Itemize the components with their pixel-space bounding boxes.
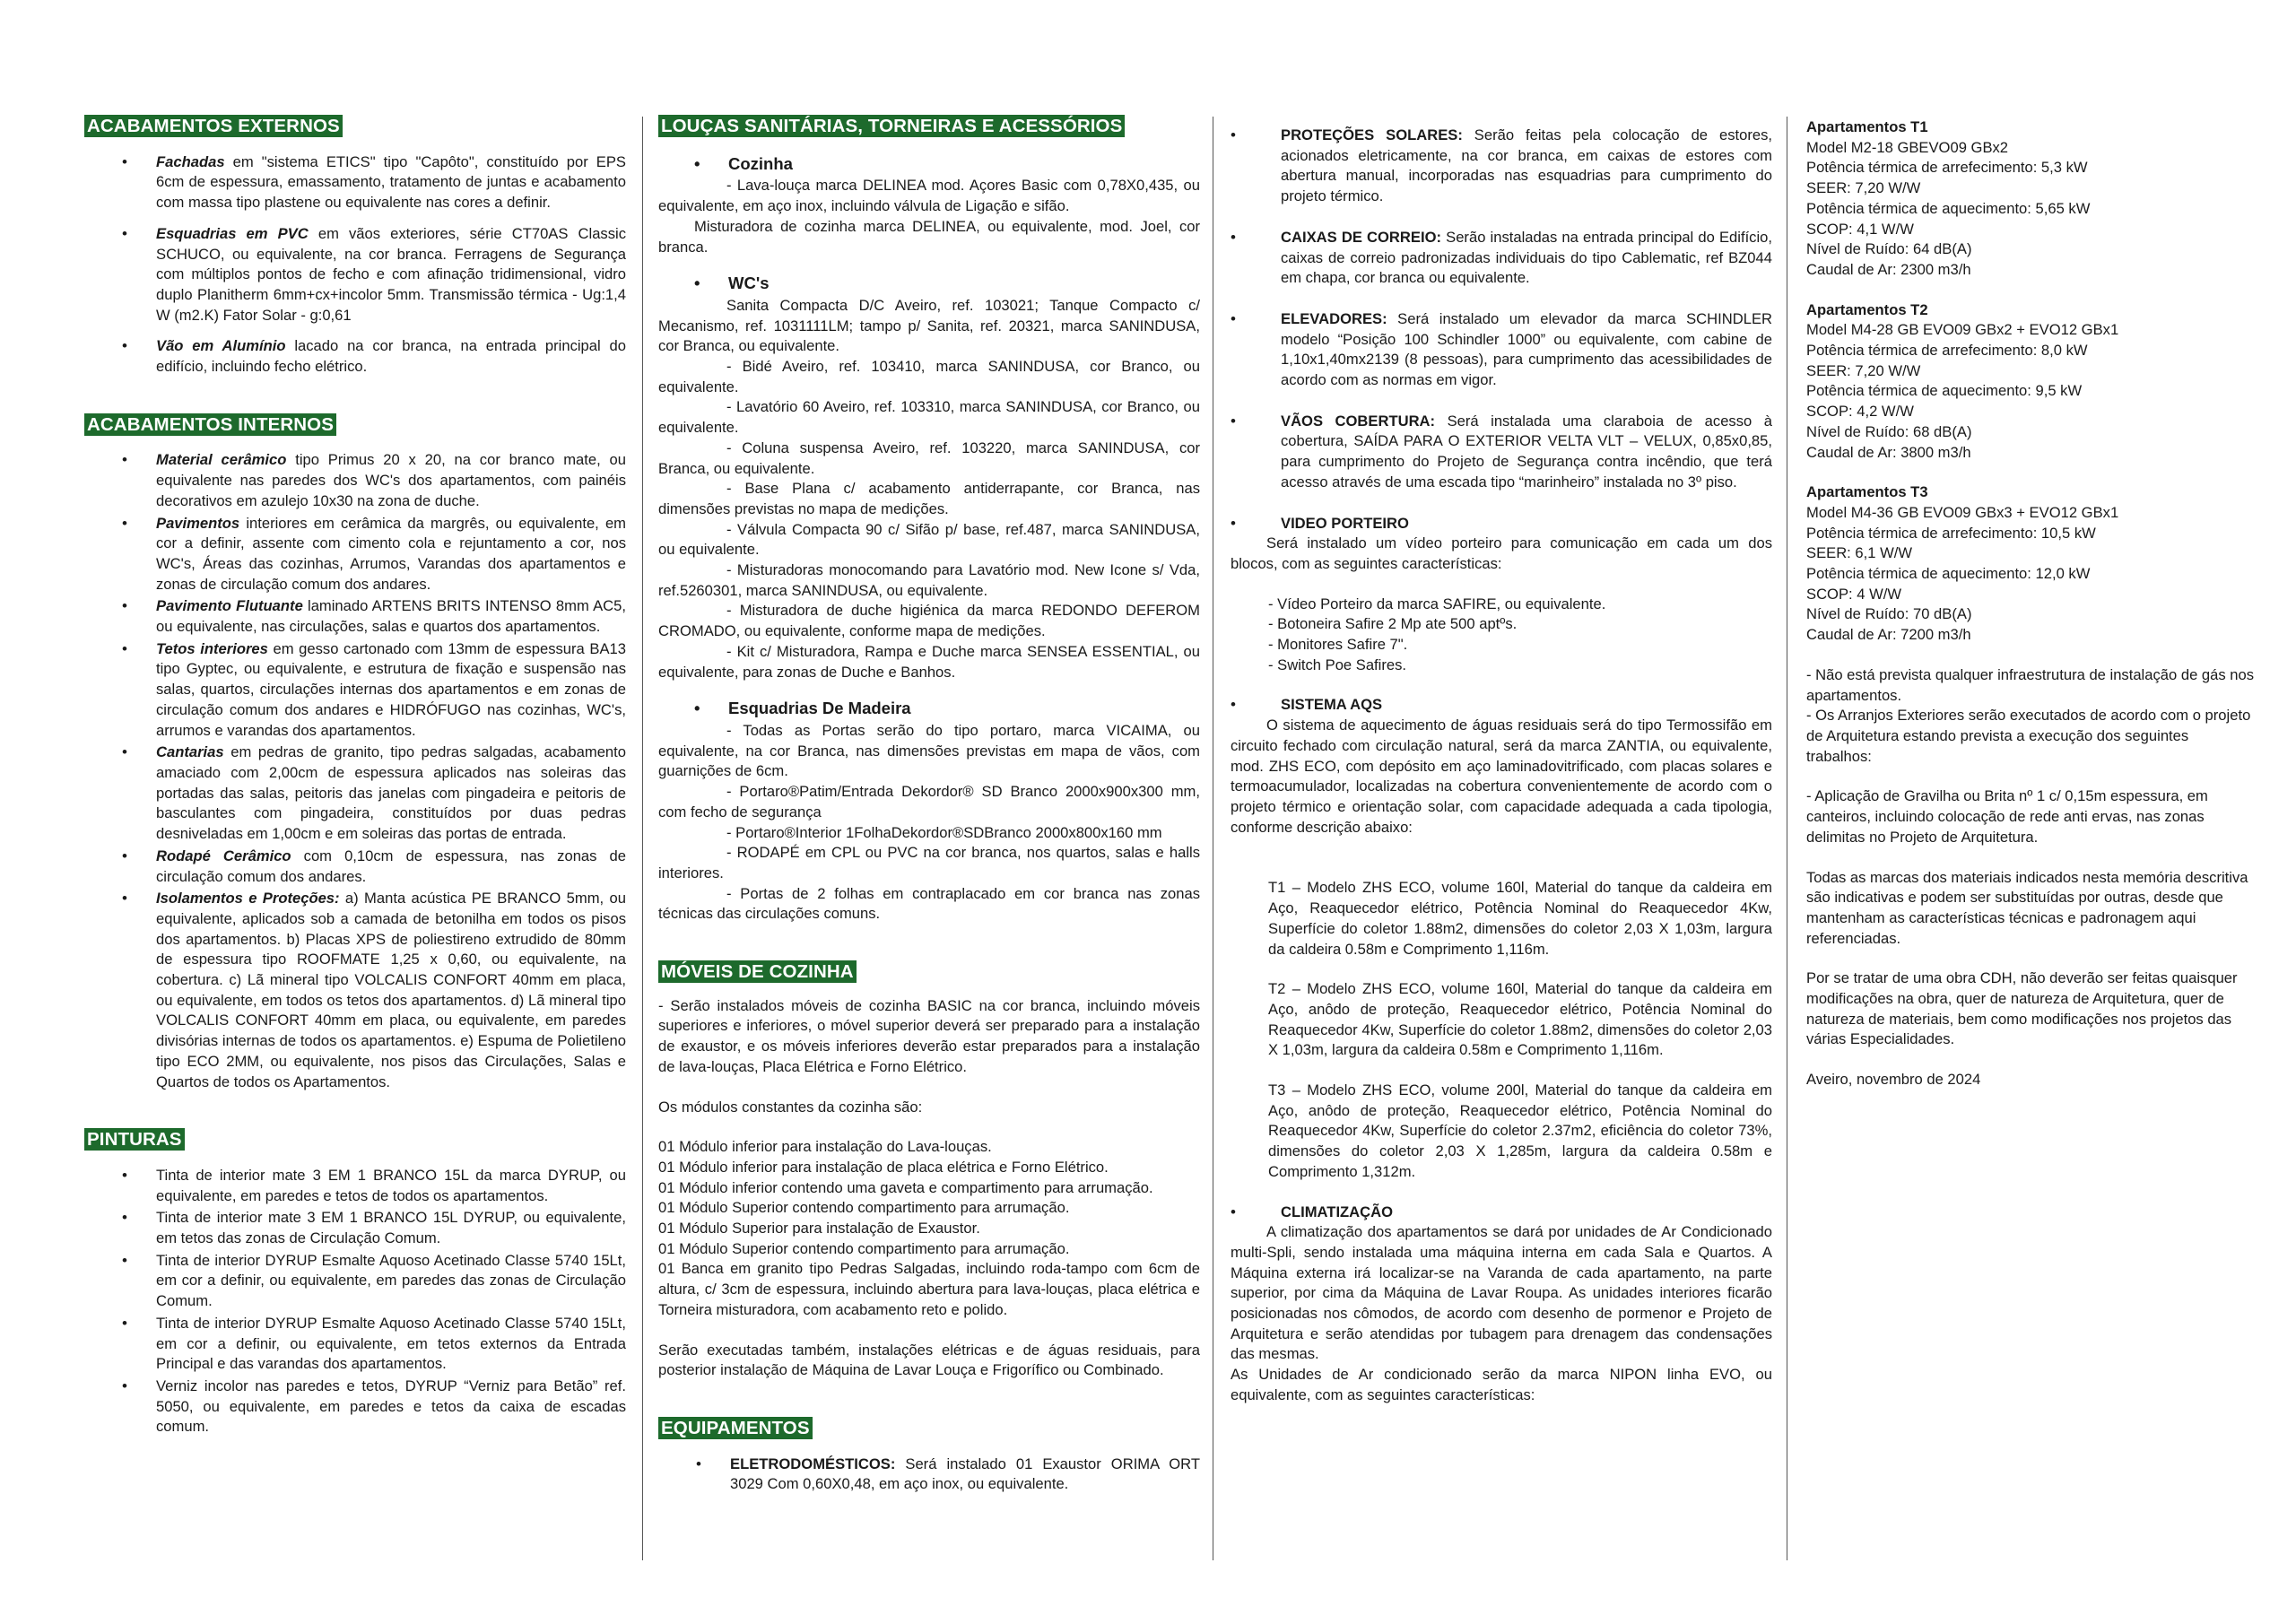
item-text: interiores em cerâmica da margrês, ou equivalente, em cor a definir, assente com cimento cola e rejuntamento a cor, nos WC's, Áreas das cozinhas, Arrumos, Varandas dos apartamentos e zonas de circulação comum dos andares. xyxy=(156,514,626,593)
spec-block-t2 xyxy=(1806,300,2255,464)
bullet-list xyxy=(84,1166,626,1437)
spec-line: SCOP: 4,1 W/W xyxy=(1806,220,1914,238)
spec-line: Nível de Ruído: 64 dB(A) xyxy=(1806,240,1972,258)
item-text: tipo Primus 20 x 20, na cor branco mate, ou equivalente nas paredes dos WC's dos apartamentos, com painéis decorativos em azulejo 10x30 na zona de duche. xyxy=(156,451,626,509)
paragraph: - RODAPÉ em CPL ou PVC na cor branca, nos quartos, salas e halls interiores. xyxy=(658,844,1200,881)
item-term: Rodapé Cerâmico xyxy=(156,847,291,864)
bullet-list xyxy=(84,450,626,1092)
spec-line: Nível de Ruído: 70 dB(A) xyxy=(1806,605,1972,623)
spec-line: SEER: 7,20 W/W xyxy=(1806,361,1921,379)
bullet-list xyxy=(1231,695,1772,716)
item-text: Será instalado um elevador da marca SCHINDLER modelo “Posição 100 Schindler 1000” ou equivalente, com cabine de 1,10x1,40mx2139 (8 pessoas), para cumprimento das acessibilidades de acordo com as normas em vigor. xyxy=(1281,309,1772,389)
column-3 xyxy=(1231,115,1772,1406)
spec-block-t1 xyxy=(1806,117,2255,281)
list-item xyxy=(84,639,626,742)
item-term: • VIDEO PORTEIRO xyxy=(1281,514,1409,532)
paragraph: - Lava-louça marca DELINEA mod. Açores Basic com 0,78X0,435, ou equivalente, em aço inox, incluindo válvula de Ligação e sifão. xyxy=(658,177,1200,215)
list-item xyxy=(84,336,626,377)
list-item: • Tinta de interior mate 3 EM 1 BRANCO 15L DYRUP, ou equivalente, em tetos das zonas de Circulação Comum. xyxy=(84,1208,626,1248)
column-4 xyxy=(1806,117,2255,1090)
item-term: Tetos interiores xyxy=(156,639,268,657)
item-text: Serão instaladas na entrada principal do Edifício, caixas de correio padronizadas individuais do tipo Cablematic, ref BZ044 em chapa, cor branca ou equivalente. xyxy=(1281,228,1772,287)
list-item-climatizacao xyxy=(1231,1203,1772,1223)
paragraph: - Portaro®Patim/Entrada Dekordor® SD Branco 2000x900x300 mm, com fecho de segurança xyxy=(658,783,1200,821)
item-term: • CLIMATIZAÇÃO xyxy=(1281,1203,1394,1220)
document-date: Aveiro, novembro de 2024 xyxy=(1806,1071,1981,1089)
paragraph-t1: T1 – Modelo ZHS ECO, volume 160l, Material do tanque da caldeira em Aço, Reaquecedor elétrico, Potência Nominal do Reaquecedor 4Kw, Superfície do coletor 1.88m2, dimensões do coletor 2,03 X 1,03m, largura da caldeira 0.58m e Comprimento 1,116m. xyxy=(1268,879,1772,958)
paragraph: - Serão instalados móveis de cozinha BASIC na cor branca, incluindo móveis superiores e inferiores, o móvel superior deverá ser preparado para a instalação de exaustor, e os móveis inferiores deverão estar preparados para a instalação de lava-louças, Placa Elétrica e Forno Elétrico. xyxy=(658,996,1200,1075)
list-item xyxy=(84,743,626,845)
paragraph: Será instalado um vídeo porteiro para comunicação em cada um dos blocos, com as seguintes características: xyxy=(1231,534,1772,572)
item-term: Pavimento Flutuante xyxy=(156,597,303,615)
bullet-list xyxy=(658,1455,1200,1495)
paragraph: - Lavatório 60 Aveiro, ref. 103310, marca SANINDUSA, cor Branco, ou equivalente. xyxy=(658,398,1200,437)
module-line: 01 Módulo inferior contendo uma gaveta e compartimento para arrumação. xyxy=(658,1178,1153,1196)
section-loucas-sanitarias xyxy=(658,115,1200,925)
item-text: a) Manta acústica PE BRANCO 5mm, ou equivalente, aplicados sob a camada de betonilha em todos os pisos dos apartamentos. b) Placas XPS de poliestireno extrudido de 80mm de espessura tipo ROOFMATE 1,25 x 0,60, ou equivalente, na cobertura. c) Lã mineral tipo VOLCALIS CONFORT 40mm em placa, ou equivalente, em todos os tetos dos apartamentos. d) Lã mineral tipo VOLCALIS CONFORT 40mm em placa, ou equivalente, em paredes divisórias internas de todos os apartamentos. e) Espuma de Polietileno tipo ECO 2MM, ou equivalente, nos pisos das Circulações, Salas e Quartos de todos os Apartamentos. xyxy=(156,890,626,1090)
paragraph: - Portas de 2 folhas em contraplacado em cor branca nas zonas técnicas das circulações comuns. xyxy=(658,884,1200,923)
module-line: 01 Módulo Superior contendo compartimento para arrumação. xyxy=(658,1239,1070,1257)
note: Todas as marcas dos materiais indicados nesta memória descritiva são indicativas e podem ser substituídas por outras, desde que mantenham as características técnicas e padronagem aqui referenciadas. xyxy=(1806,868,2248,947)
paragraph: - Portaro®Interior 1FolhaDekordor®SDBranco 2000x800x160 mm xyxy=(726,823,1162,841)
column-divider-1 xyxy=(642,117,643,1560)
spec-line: - Monitores Safire 7". xyxy=(1268,636,1408,654)
item-term: • SISTEMA AQS xyxy=(1281,696,1383,714)
item-text: em "sistema ETICS" tipo "Capôto", constituído por EPS 6cm de espessura, emassamento, tratamento de juntas e acabamento com massa tipo plastene ou equivalente nas cores a definir. xyxy=(156,152,626,212)
subsection-title: • WC's xyxy=(658,274,1200,294)
spec-line: Potência térmica de aquecimento: 9,5 kW xyxy=(1806,382,2083,400)
list-item xyxy=(84,514,626,595)
section-heading: LOUÇAS SANITÁRIAS, TORNEIRAS E ACESSÓRIOS xyxy=(658,115,1125,137)
section-acabamentos-externos xyxy=(84,115,626,378)
list-item xyxy=(1231,412,1772,493)
spec-line: - Botoneira Safire 2 Mp ate 500 aptºs. xyxy=(1268,615,1518,633)
list-item xyxy=(84,152,626,213)
list-item: • Tinta de interior DYRUP Esmalte Aquoso Acetinado Classe 5740 15Lt, em cor a definir, ou equivalente, em tetos externos da Entrada Principal e das varandas dos apartamentos. xyxy=(84,1314,626,1375)
list-item xyxy=(1231,228,1772,289)
list-item xyxy=(84,224,626,326)
list-item: • Verniz incolor nas paredes e tetos, DYRUP “Verniz para Betão” ref. 5050, ou equivalente, em paredes e tetos da caixa de escadas comum. xyxy=(84,1376,626,1437)
item-term: Pavimentos xyxy=(156,514,240,532)
block-title: Apartamentos T1 xyxy=(1806,118,1928,135)
item-text: Será instalada uma claraboia de acesso à cobertura, SAÍDA PARA O EXTERIOR VELTA VLT – VELUX, 0,85x0,85, para cumprimento do Projeto de Segurança contra incêndio, que terá acesso através de uma escada tipo “marinheiro” instalada no 3º piso. xyxy=(1281,412,1772,491)
item-text: Serão feitas pela colocação de estores, acionados eletricamente, na cor branca, em caixas de estores com abertura manual, incorporadas nas esquadrias para cumprimento do projeto térmico. xyxy=(1281,126,1772,205)
list-item: • Tinta de interior mate 3 EM 1 BRANCO 15L da marca DYRUP, ou equivalente, em paredes e tetos de todos os apartamentos. xyxy=(84,1166,626,1206)
list-item-video-porteiro xyxy=(1231,514,1772,534)
item-term: Cantarias xyxy=(156,743,224,761)
item-text: Será instalado 01 Exaustor ORIMA ORT 3029 Com 0,60X0,48, em aço inox, ou equivalente. xyxy=(730,1455,1200,1493)
list-item xyxy=(84,450,626,511)
item-term: ELETRODOMÉSTICOS: xyxy=(730,1455,896,1472)
item-term: Isolamentos e Proteções: xyxy=(156,890,340,908)
paragraph: - Misturadoras monocomando para Lavatório mod. New Icone s/ Vda, ref.5260301, marca SANINDUSA, ou equivalente. xyxy=(658,561,1200,599)
spec-line: Caudal de Ar: 7200 m3/h xyxy=(1806,626,1971,644)
bullet-list xyxy=(84,152,626,378)
module-line: 01 Módulo Superior para instalação de Exaustor. xyxy=(658,1220,980,1238)
spec-line: Model M4-36 GB EVO09 GBx3 + EVO12 GBx1 xyxy=(1806,503,2119,521)
item-text: em gesso cartonado com 13mm de espessura BA13 tipo Gyptec, ou equivalente, e estrutura de fixação e suspensão nas salas, quartos, circulações internas dos apartamentos e em zonas de circulação comum dos andares e HIDRÓFUGO nas cozinhas, WC's, arrumos e varandas dos apartamentos. xyxy=(156,639,626,739)
module-line: 01 Módulo Superior contendo compartimento para arrumação. xyxy=(658,1199,1070,1217)
list-item xyxy=(84,596,626,637)
item-term: Vão em Alumínio xyxy=(156,337,286,355)
module-line: 01 Módulo inferior para instalação de placa elétrica e Forno Elétrico. xyxy=(658,1158,1109,1176)
paragraph: - Kit c/ Misturadora, Rampa e Duche marca SENSEA ESSENTIAL, ou equivalente, para zonas de Duche e Banhos. xyxy=(658,642,1200,681)
list-item xyxy=(1231,309,1772,391)
spec-line: - Switch Poe Safires. xyxy=(1268,656,1407,673)
item-term: Material cerâmico xyxy=(156,451,287,469)
paragraph: As Unidades de Ar condicionado serão da marca NIPON linha EVO, ou equivalente, com as seguintes características: xyxy=(1231,1366,1772,1403)
list-item-sistema-aqs xyxy=(1231,695,1772,716)
item-text: em vãos exteriores, série CT70AS Classic SCHUCO, ou equivalente, na cor branca. Ferragens de Segurança com múltiplos pontos de fecho e com afinação tridimensional, vidro duplo Planitherm 6mm+cx+incolor 5mm. Transmissão térmica - Ug:1,4 W (m2.K) Fator Solar - g:0,61 xyxy=(156,224,626,324)
item-term: CAIXAS DE CORREIO: xyxy=(1281,228,1441,246)
paragraph: Serão executadas também, instalações elétricas e de águas residuais, para posterior instalação de Máquina de Lavar Louça e Frigorífico ou Combinado. xyxy=(658,1341,1200,1379)
spec-line: Model M4-28 GB EVO09 GBx2 + EVO12 GBx1 xyxy=(1806,321,2119,339)
note: - Os Arranjos Exteriores serão executados de acordo com o projeto de Arquitetura estando prevista a execução dos seguintes trabalhos: xyxy=(1806,707,2251,765)
column-1 xyxy=(84,115,626,1473)
item-term: PROTEÇÕES SOLARES: xyxy=(1281,126,1463,143)
paragraph: - Bidé Aveiro, ref. 103410, marca SANINDUSA, cor Branco, ou equivalente. xyxy=(658,358,1200,395)
spec-line: SEER: 6,1 W/W xyxy=(1806,544,1913,562)
section-heading: MÓVEIS DE COZINHA xyxy=(658,960,857,983)
list-item xyxy=(1231,126,1772,207)
list-item xyxy=(658,1455,1200,1495)
note: - Aplicação de Gravilha ou Brita nº 1 c/ 0,15m espessura, em canteiros, incluindo colocação de rede anti ervas, nas zonas delimitas no Projeto de Arquitetura. xyxy=(1806,787,2208,846)
item-text: com 0,10cm de espessura, nas zonas de circulação comum dos andares. xyxy=(156,847,626,885)
paragraph: - Misturadora de duche higiénica da marca REDONDO DEFEROM CROMADO, ou equivalente, conforme mapa de medições. xyxy=(658,602,1200,640)
item-text: em pedras de granito, tipo pedras salgadas, acabamento amaciado com 2,00cm de espessura aplicados nas soleiras das portadas das salas, peitoris das janelas com pingadeira e peitoris de basculantes com pingadeira, constituídos por duas pedras desniveladas em 1,00cm e em soleiras das portas de entrada. xyxy=(156,743,626,843)
spec-line: Potência térmica de arrefecimento: 10,5 kW xyxy=(1806,524,2096,542)
module-line: 01 Módulo inferior para instalação do Lava-louças. xyxy=(658,1138,992,1156)
note: Por se tratar de uma obra CDH, não deverão ser feitas quaisquer modificações na obra, quer de natureza de Arquitetura, quer de natureza de materiais, bem como modificações nos projetos das várias Especialidades. xyxy=(1806,969,2238,1048)
item-term: Fachadas xyxy=(156,152,225,170)
section-heading: PINTURAS xyxy=(84,1128,185,1151)
paragraph: Os módulos constantes da cozinha são: xyxy=(658,1098,923,1116)
section-heading: EQUIPAMENTOS xyxy=(658,1417,813,1439)
block-title: Apartamentos T2 xyxy=(1806,300,1928,318)
section-heading: ACABAMENTOS EXTERNOS xyxy=(84,115,343,137)
list-item: • Tinta de interior DYRUP Esmalte Aquoso Acetinado Classe 5740 15Lt, em cor a definir, ou equivalente, em paredes das zonas de Circulação Comum. xyxy=(84,1251,626,1312)
section-pinturas xyxy=(84,1128,626,1437)
subsection-title: • Esquadrias De Madeira xyxy=(658,699,1200,719)
list-item xyxy=(84,889,626,1092)
spec-line: Potência térmica de aquecimento: 5,65 kW xyxy=(1806,199,2091,217)
paragraph-t2: T2 – Modelo ZHS ECO, volume 160l, Material do tanque da caldeira em Aço, anôdo de proteção, Reaquecedor elétrico, Potência Nominal do Reaquecedor 4Kw, Superfície do coletor 1.88m2, dimensões do coletor 2,03 X 1,03m, largura da caldeira 0.58m e Comprimento 1,116m. xyxy=(1268,980,1772,1059)
spec-block-t3 xyxy=(1806,482,2255,646)
item-term: ELEVADORES: xyxy=(1281,309,1387,327)
block-title: Apartamentos T3 xyxy=(1806,483,1928,501)
spec-line: Model M2-18 GBEVO09 GBx2 xyxy=(1806,138,2009,156)
paragraph: O sistema de aquecimento de águas residuais será do tipo Termossifão em circuito fechado com circulação natural, será da marca ZANTIA, ou equivalente, mod. ZHS ECO, com depósito em aço laminadovitrificado, com placas solares e termoacumulador, localizadas na cobertura convenientemente de acordo com o projeto térmico e orientação solar, com capacidade adequada a cada tipologia, conforme descrição abaixo: xyxy=(1231,716,1772,836)
section-heading: ACABAMENTOS INTERNOS xyxy=(84,413,336,436)
item-text: lacado na cor branca, na entrada principal do edifício, incluindo fecho elétrico. xyxy=(156,337,626,376)
paragraph: Sanita Compacta D/C Aveiro, ref. 103021; Tanque Compacto c/ Mecanismo, ref. 1031111LM; tampo p/ Sanita, ref. 20321, marca SANINDUSA, cor Branca, ou equivalente. xyxy=(658,296,1200,355)
paragraph-t3: T3 – Modelo ZHS ECO, volume 200l, Material do tanque da caldeira em Aço, anôdo de proteção, Reaquecedor elétrico, Potência Nominal do Reaquecedor 4Kw, Superfície do coletor 2.37m2, eficiência do coletor 73%, dimensões do coletor 2,03 X 1,285m, largura da caldeira 0.58m e Comprimento 1,312m. xyxy=(1268,1081,1772,1180)
note: - Não está prevista qualquer infraestrutura de instalação de gás nos apartamentos. xyxy=(1806,665,2255,704)
item-text: laminado ARTENS BRITS INTENSO 8mm AC5, ou equivalente, nas circulações, salas e quartos dos apartamentos. xyxy=(156,597,626,636)
paragraph: - Coluna suspensa Aveiro, ref. 103220, marca SANINDUSA, cor Branca, ou equivalente. xyxy=(658,439,1200,477)
section-acabamentos-internos xyxy=(84,413,626,1093)
section-moveis-cozinha xyxy=(658,960,1200,1381)
spec-line: SCOP: 4,2 W/W xyxy=(1806,403,1914,421)
column-2 xyxy=(658,115,1200,1531)
subsection-title: • Cozinha xyxy=(658,154,1200,175)
bullet-list xyxy=(1231,1203,1772,1223)
spec-line: SEER: 7,20 W/W xyxy=(1806,179,1921,197)
item-term: VÃOS COBERTURA: xyxy=(1281,412,1436,430)
list-item xyxy=(84,847,626,887)
spec-line: Caudal de Ar: 3800 m3/h xyxy=(1806,443,1971,461)
spec-line: Potência térmica de arrefecimento: 5,3 kW xyxy=(1806,159,2088,177)
module-line: 01 Banca em granito tipo Pedras Salgadas, incluindo roda-tampo com 6cm de altura, c/ 3cm de espessura, incluindo abertura para lava-louças, placa elétrica e Torneira misturadora, com acabamento reto e polido. xyxy=(658,1260,1200,1318)
item-term: Esquadrias em PVC xyxy=(156,224,309,242)
spec-line: SCOP: 4 W/W xyxy=(1806,585,1902,603)
paragraph: - Válvula Compacta 90 c/ Sifão p/ base, ref.487, marca SANINDUSA, ou equivalente. xyxy=(658,520,1200,559)
spec-line: Caudal de Ar: 2300 m3/h xyxy=(1806,260,1971,278)
section-equipamentos xyxy=(658,1417,1200,1495)
paragraph: A climatização dos apartamentos se dará por unidades de Ar Condicionado multi-Spli, sendo instalada uma máquina interna em cada Sala e Quartos. A Máquina externa irá localizar-se na Varanda de cada apartamento, na parte superior, por cima da Máquina de Lavar Roupa. As unidades interiores ficarão posicionadas nos cômodos, de acordo com desenho de pormenor e Projeto de Arquitetura e serão atendidas por tubagem para drenagem das condensações das mesmas. xyxy=(1231,1223,1772,1363)
spec-line: - Vídeo Porteiro da marca SAFIRE, ou equivalente. xyxy=(1268,595,1606,612)
paragraph: - Base Plana c/ acabamento antiderrapante, cor Branca, nas dimensões previstas no mapa de medições. xyxy=(658,480,1200,517)
spec-line: Nível de Ruído: 68 dB(A) xyxy=(1806,422,1972,440)
bullet-list xyxy=(1231,126,1772,534)
spec-line: Potência térmica de arrefecimento: 8,0 kW xyxy=(1806,342,2088,360)
paragraph: Misturadora de cozinha marca DELINEA, ou equivalente, mod. Joel, cor branca. xyxy=(658,217,1200,256)
spec-line: Potência térmica de aquecimento: 12,0 kW xyxy=(1806,565,2091,583)
paragraph: - Todas as Portas serão do tipo portaro, marca VICAIMA, ou equivalente, na cor Branca, nas dimensões previstas em mapa de vãos, com guarnições de 6cm. xyxy=(658,721,1200,780)
